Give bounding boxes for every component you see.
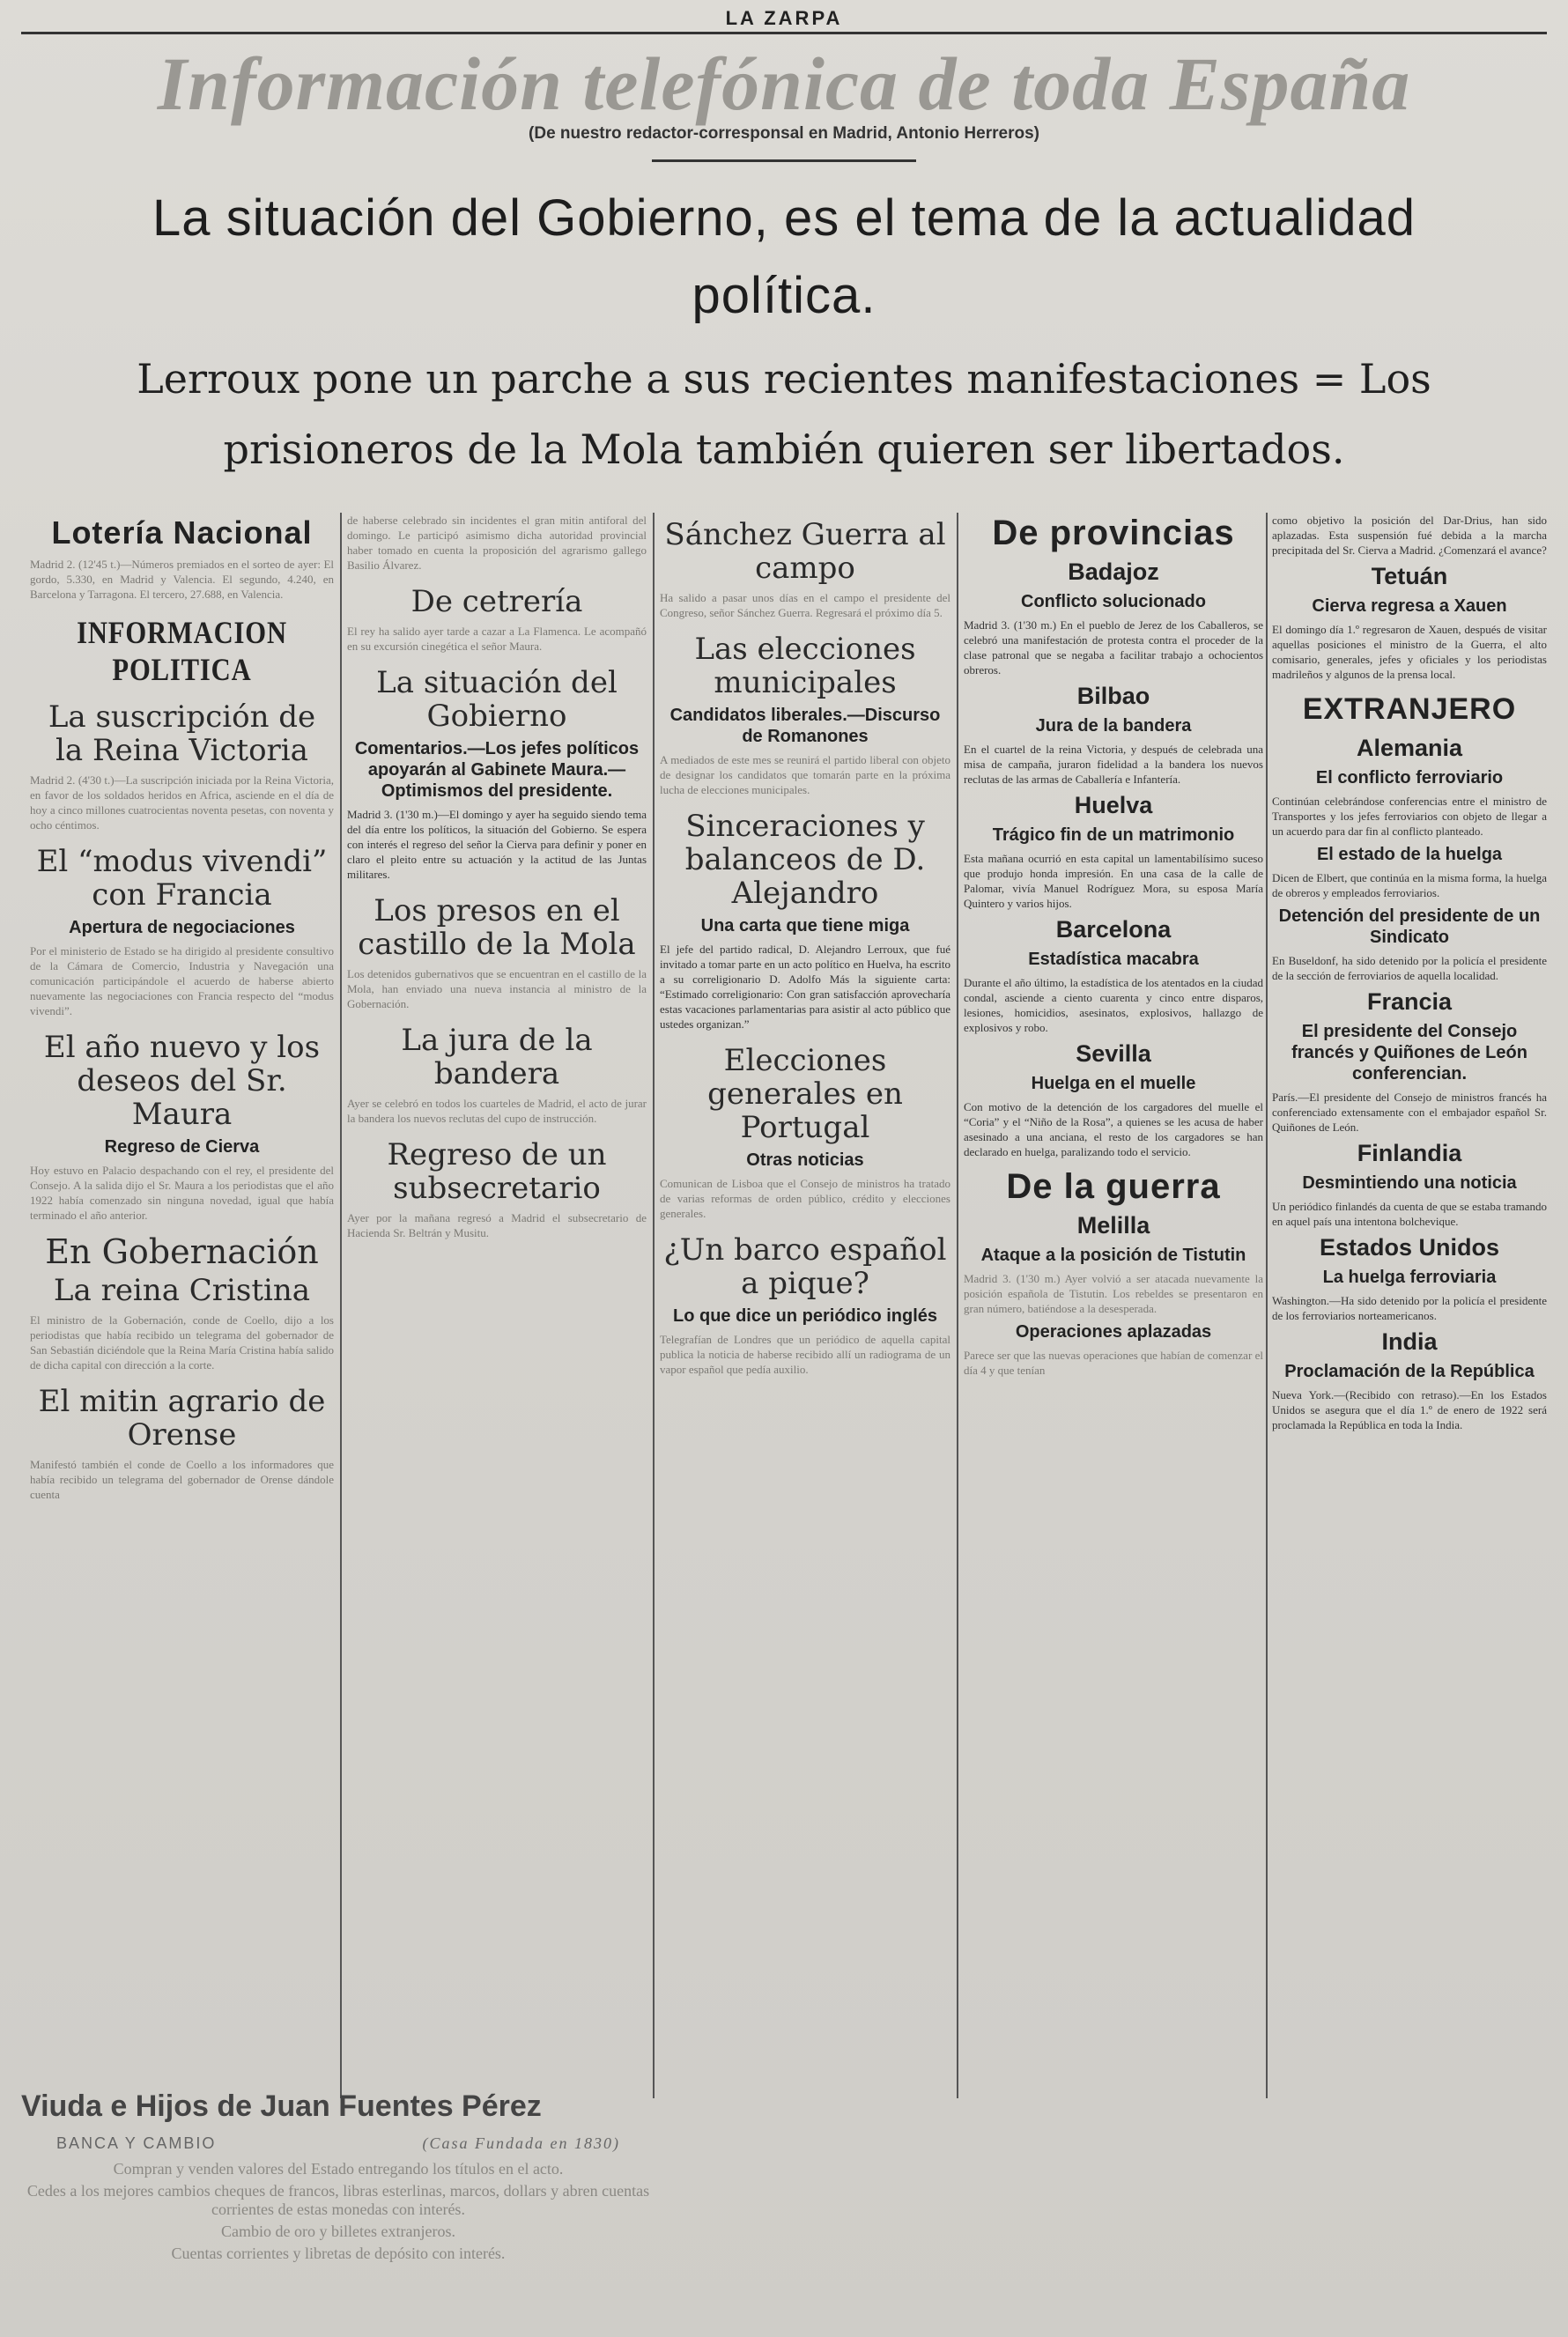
barco-title: ¿Un barco español a pique? (663, 1232, 947, 1301)
jura-text: Ayer se celebró en todos los cuarteles de Madrid, el acto de jurar la bandera los nuevos reclutas del cupo de instrucción. (347, 1097, 647, 1125)
extranjero-title: EXTRANJERO (1302, 692, 1517, 726)
info-politica-title: INFORMACION POLITICA (77, 615, 287, 687)
column-rule (957, 513, 958, 2098)
eeuu-title: Estados Unidos (1319, 1234, 1500, 1261)
bank-line-1: Compran y venden valores del Estado entregando los títulos en el acto. (113, 2160, 564, 2178)
eeuu-sub: La huelga ferroviaria (1322, 1268, 1497, 1287)
badajoz-text: Madrid 3. (1'30 m.) En el pueblo de Jerez de los Caballeros, se celebró una manifestación de protesta contra el proceder de la clase patronal que se negaba a facilitar trabajo a ochocientos obreros. (964, 618, 1263, 677)
mitin-title: El mitin agrario de Orense (38, 1384, 326, 1453)
ano-sub: Regreso de Cierva (104, 1137, 260, 1157)
sanchez-text: Ha salido a pasar unos días en el campo el presidente del Congreso, señor Sánchez Guerra. Regresará el próximo día 5. (660, 591, 950, 619)
modus-sub: Apertura de negociaciones (69, 918, 295, 937)
situacion-sub: Comentarios.—Los jefes políticos apoyarán al Gabinete Maura.—Optimismos del presidente. (354, 739, 640, 801)
elecciones-text: A mediados de este mes se reunirá el partido liberal con objeto de designar los candidatos que tomarán parte en la próxima lucha de elecciones municipales. (660, 753, 950, 796)
bilbao-title: Bilbao (1076, 683, 1150, 709)
gobernacion-sub: La reina Cristina (53, 1273, 311, 1308)
byline: (De nuestro redactor-corresponsal en Madrid, Antonio Herreros) (529, 124, 1039, 143)
alemania-title: Alemania (1356, 735, 1463, 761)
bank-line-4: Cuentas corrientes y libretas de depósito con interés. (171, 2245, 506, 2262)
situacion-text: Madrid 3. (1'30 m.)—El domingo y ayer ha seguido siendo tema del día entre los políticos, la situación del Gobierno. Se espera con interés el regreso del señor la Cierva para definir y poner en claro el pleito entre su actuación y la actitud de las Juntas militares. (347, 808, 647, 881)
mitin-text: Manifestó también el conde de Coello a los informadores que había recibido un telegrama del gobernador de Orense dándole cuenta (30, 1458, 334, 1501)
sinceraciones-text: El jefe del partido radical, D. Alejandro Lerroux, que fué invitado a tomar parte en un acto político en Huelva, ha escrito a su correligionario D. Adolfo Más la siguiente carta: “Estimado correligionario: Con gran satisfacción aprovecharía estas vacaciones parlamentarias para asistir al acto público que ustedes organizan.” (660, 943, 950, 1031)
huelga-sub: El estado de la huelga (1316, 845, 1503, 864)
barcelona-title: Barcelona (1055, 916, 1172, 943)
sanchez-title: Sánchez Guerra al campo (664, 517, 946, 586)
column-2 (347, 513, 647, 1246)
bank-left: BANCA Y CAMBIO (56, 2134, 217, 2152)
melilla-text: Madrid 3. (1'30 m.) Ayer volvió a ser atacada nuevamente la posición española de Tistutin. Los rebeldes se presentaron en gran número, batiéndose a la desesperada. (964, 1272, 1263, 1315)
india-title: India (1381, 1328, 1438, 1355)
barcelona-text: Durante el año último, la estadística de los atentados en la ciudad condal, asciende a ciento cuarenta y cinco entre disparos, lesiones, homicidios, asesinatos, explosivos, hallazgo de explosivos y robo. (964, 976, 1263, 1034)
portugal-text: Comunican de Lisboa que el Consejo de ministros ha tratado de varias reformas de orden público, crédito y elecciones generales. (660, 1177, 950, 1220)
sindicato-text: En Buseldonf, ha sido detenido por la policía el presidente de la sección de ferroviarios de aquella localidad. (1272, 954, 1547, 982)
subsecretario-text: Ayer por la mañana regresó a Madrid el subsecretario de Hacienda Sr. Beltrán y Musitu. (347, 1211, 647, 1239)
loteria-text: Madrid 2. (12'45 t.)—Números premiados en el sorteo de ayer: El gordo, 5.330, en Madrid y Valencia. El segundo, 4.240, en Barcelona y Tarragona. El tercero, 27.688, en Valencia. (30, 558, 334, 601)
finlandia-sub: Desmintiendo una noticia (1302, 1173, 1517, 1193)
sevilla-sub: Huelga en el muelle (1031, 1074, 1196, 1093)
bank-right: (Casa Fundada en 1830) (422, 2134, 620, 2152)
gobernacion-title: En Gobernación (45, 1232, 319, 1271)
india-text: Nueva York.—(Recibido con retraso).—En los Estados Unidos se asegura que el día 1.º de enero de 1922 será proclamada la República en toda la India. (1272, 1388, 1547, 1431)
cetreria-text: El rey ha salido ayer tarde a cazar a La Flamenca. Le acompañó en su excursión cinegética el señor Maura. (347, 625, 647, 653)
ano-title: El año nuevo y los deseos del Sr. Maura (43, 1030, 321, 1132)
barco-text: Telegrafían de Londres que un periódico de aquella capital publica la noticia de haberse recibido allí un radiograma de un vapor español que pedía auxilio. (660, 1333, 950, 1376)
provincias-title: De provincias (992, 514, 1235, 552)
col5-cont-text: como objetivo la posición del Dar-Drius, han sido aplazadas. Esta suspensión fué debida a la marcha precipitada del Sr. Cierva a Madrid. ¿Comenzará el avance? (1272, 514, 1547, 557)
badajoz-sub: Conflicto solucionado (1021, 592, 1206, 611)
bank-line-3: Cambio de oro y billetes extranjeros. (221, 2222, 455, 2240)
tetuan-text: El domingo día 1.º regresaron de Xauen, después de visitar aquellas posiciones el ministro de la Guerra, el alto comisario, generales, jefes y oficiales y los periodistas madrileños y algunos de la prensa local. (1272, 623, 1547, 681)
cetreria-title: De cetrería (410, 584, 583, 619)
column-3 (660, 513, 950, 1382)
bank-advertisement (21, 2089, 655, 2267)
modus-text: Por el ministerio de Estado se ha dirigido al presidente consultivo de la Cámara de Comercio, Industria y Navegación una comunicación participándole el acuerdo de haberse abierto nuevamente las negociaciones con Francia respecto del “modus vivendi”. (30, 944, 334, 1017)
bank-row (56, 2134, 620, 2153)
portugal-sub: Otras noticias (746, 1150, 864, 1170)
badajoz-title: Badajoz (1068, 558, 1159, 585)
jura-title: La jura de la bandera (401, 1023, 593, 1091)
finlandia-text: Un periódico finlandés da cuenta de que se estaba tramando en aquel país una intentona bolchevique. (1272, 1200, 1547, 1228)
loteria-title: Lotería Nacional (51, 514, 313, 551)
sevilla-text: Con motivo de la detención de los cargadores del muelle el “Coria” y el “Niño de la Rosa”, a quienes se les acusa de haber asesinado a una anciana, el resto de los cargadores se han declarado en huelga, paralizando todo el servicio. (964, 1100, 1263, 1158)
elecciones-sub: Candidatos liberales.—Discurso de Romanones (669, 706, 941, 746)
columns (21, 513, 1547, 2274)
huelva-sub: Trágico fin de un matrimonio (992, 825, 1235, 845)
india-sub: Proclamación de la República (1284, 1362, 1535, 1381)
column-rule (1266, 513, 1268, 2098)
alemania-text: Continúan celebrándose conferencias entre el ministro de Transportes y los jefes ferroviarios con objeto de llegar a un acuerdo para dar fin al conflicto planteado. (1272, 795, 1547, 838)
huelva-text: Esta mañana ocurrió en esta capital un lamentabilísimo suceso que produjo honda impresión. En una casa de la calle de Palomar, vivía Manuel Rodríguez Mora, su esposa María Quintero y varios hijos. (964, 852, 1263, 910)
huelga-text: Dicen de Elbert, que continúa en la misma forma, la huelga de obreros y empleados ferroviarios. (1272, 871, 1547, 899)
eeuu-text: Washington.—Ha sido detenido por la policía el presidente de los ferroviarios norteamericanos. (1272, 1294, 1547, 1322)
bank-title: Viuda e Hijos de Juan Fuentes Pérez (21, 2089, 542, 2123)
ano-text: Hoy estuvo en Palacio despachando con el rey, el presidente del Consejo. A la salida dijo el Sr. Maura a los periodistas que el año 1922 había comenzado sin ninguna novedad, igual que había terminado el año anterior. (30, 1164, 334, 1222)
main-title: La situación del Gobierno, es el tema de la actualidad política. (152, 189, 1416, 324)
column-rule (340, 513, 342, 2098)
presos-title: Los presos en el castillo de la Mola (358, 893, 636, 962)
barco-sub: Lo que dice un periódico inglés (672, 1306, 938, 1326)
suscripcion-text: Madrid 2. (4'30 t.)—La suscripción iniciada por la Reina Victoria, en favor de los soldados heridos en Africa, asciende en el día de hoy a cinco millones cuatrocientas noventa pesetas, con noventa y ocho céntimos. (30, 773, 334, 832)
operaciones-text: Parece ser que las nuevas operaciones que habían de comenzar el día 4 y que tenían (964, 1349, 1263, 1377)
situacion-title: La situación del Gobierno (376, 665, 618, 734)
elecciones-title: Las elecciones municipales (694, 632, 916, 700)
subtitle: Lerroux pone un parche a sus recientes manifestaciones = Los prisioneros de la Mola también quieren ser libertados. (137, 355, 1431, 473)
column-rule (653, 513, 655, 2098)
masthead: LA ZARPA (21, 0, 1547, 34)
column-1 (30, 513, 334, 1507)
tetuan-sub: Cierva regresa a Xauen (1312, 596, 1507, 616)
column-4 (964, 513, 1263, 1383)
melilla-title: Melilla (1076, 1212, 1150, 1239)
tetuan-title: Tetuán (1371, 563, 1448, 589)
francia-title: Francia (1366, 988, 1453, 1015)
melilla-sub: Ataque a la posición de Tistutin (980, 1246, 1246, 1265)
finlandia-title: Finlandia (1357, 1140, 1462, 1166)
presos-text: Los detenidos gubernativos que se encuentran en el castillo de la Mola, han enviado una nueva instancia al ministro de la Gobernación. (347, 967, 647, 1010)
suscripcion-title: La suscripción de la Reina Victoria (48, 699, 316, 768)
francia-sub: El presidente del Consejo francés y Quiñones de León conferencian. (1291, 1022, 1527, 1083)
portugal-title: Elecciones generales en Portugal (707, 1043, 903, 1145)
col2-cont-text: de haberse celebrado sin incidentes el gran mitin antiforal del domingo. Le participó asimismo dicha autoridad provincial haber tomado en cuenta la proposición del agrarismo gallego Basilio Álvarez. (347, 514, 647, 572)
sinceraciones-title: Sinceraciones y balanceos de D. Alejandro (684, 809, 926, 911)
subsecretario-title: Regreso de un subsecretario (387, 1137, 607, 1206)
francia-text: París.—El presidente del Consejo de ministros francés ha conferenciado extensamente con el embajador español Sr. Quiñones de León. (1272, 1091, 1547, 1134)
sindicato-sub: Detención del presidente de un Sindicato (1278, 906, 1541, 947)
sinceraciones-sub: Una carta que tiene miga (700, 916, 910, 936)
divider (652, 159, 916, 162)
guerra-title: De la guerra (1006, 1167, 1221, 1206)
modus-title: El “modus vivendi” con Francia (36, 844, 328, 913)
bilbao-sub: Jura de la bandera (1035, 716, 1192, 736)
column-5 (1272, 513, 1547, 1438)
operaciones-sub: Operaciones aplazadas (1015, 1322, 1212, 1342)
sevilla-title: Sevilla (1076, 1040, 1151, 1067)
bank-line-2: Cedes a los mejores cambios cheques de francos, libras esterlinas, marcos, dollars y abren cuentas corrientes de estas monedas con interés. (26, 2182, 650, 2218)
gobernacion-text: El ministro de la Gobernación, conde de Coello, dijo a los periodistas que había recibido un telegrama del gobernador de San Sebastián diciéndole que la Reina María Cristina había salido de dicha capital con dirección a la corte. (30, 1313, 334, 1372)
headline: Información telefónica de toda España (157, 41, 1411, 126)
barcelona-sub: Estadística macabra (1028, 950, 1199, 969)
bilbao-text: En el cuartel de la reina Victoria, y después de celebrada una misa de campaña, juraron fidelidad a la bandera los nuevos reclutas de las armas de Caballería e Infantería. (964, 743, 1263, 786)
alemania-sub: El conflicto ferroviario (1315, 768, 1504, 788)
huelva-title: Huelva (1074, 792, 1153, 818)
